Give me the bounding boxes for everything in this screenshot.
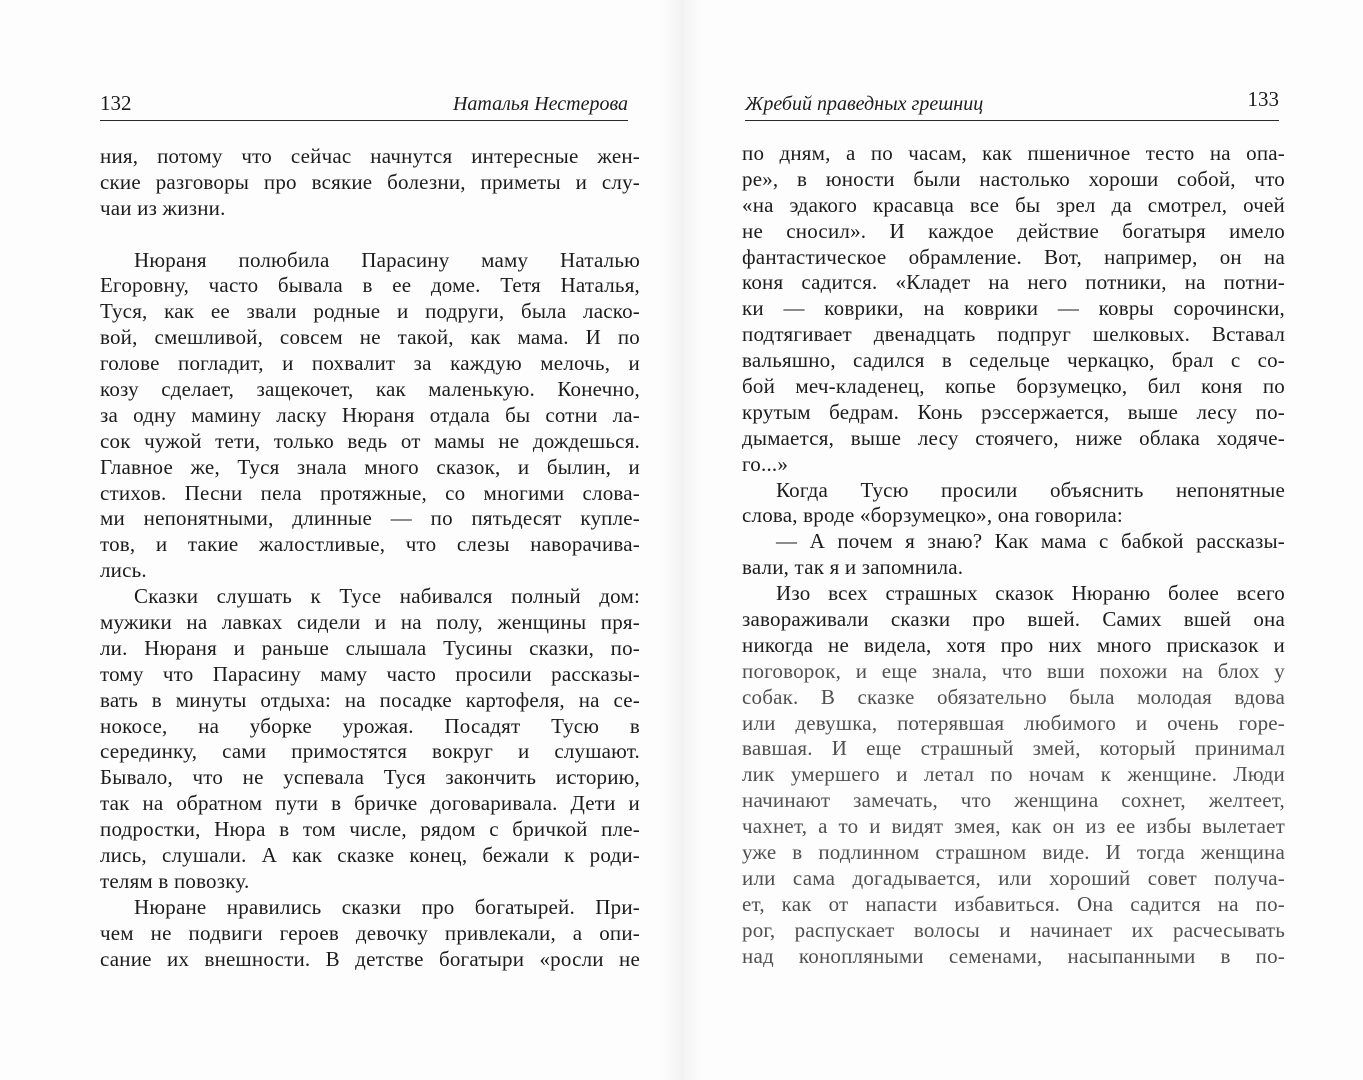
- book-gutter-shadow: [660, 0, 704, 1080]
- text-line: завораживали сказки про вшей. Самих вшей она: [742, 607, 1285, 632]
- text-line: Нюране нравились сказки про богатырей. При-: [134, 894, 640, 919]
- text-line: вавшая. И еще страшный змей, который принимал: [742, 736, 1285, 761]
- text-line: Нюраня полюбила Парасину маму Наталью: [134, 247, 640, 272]
- text-line: ния, потому что сейчас начнутся интересные жен-: [100, 144, 640, 168]
- text-line: ские разговоры про всякие болезни, приметы и слу-: [100, 169, 640, 194]
- text-line: голове погладит, и похвалит за каждую мелочь, и: [100, 351, 640, 376]
- text-line: никогда не видела, хотя про них много присказок и: [742, 632, 1285, 657]
- text-line: или девушка, потерявшая любимого и очень горе-: [742, 710, 1285, 735]
- right-page-header: [745, 86, 1279, 121]
- text-line: ки — коврики, на коврики — ковры сорочински,: [742, 296, 1285, 321]
- text-line: Сказки слушать к Тусе набивался полный дом:: [134, 584, 640, 609]
- text-line: вальяшно, садился в седельце черкацко, брал с со-: [742, 348, 1285, 373]
- text-line: за одну мамину ласку Нюраня отдала бы сотни ла-: [100, 402, 640, 427]
- text-line: вой, смешливой, совсем не такой, как мама. И по: [100, 325, 640, 350]
- text-line: лись, слушали. А как сказке конец, бежали к роди-: [100, 843, 640, 868]
- text-line: телям в повозку.: [100, 868, 250, 893]
- text-line: начинают замечать, что женщина сохнет, желтеет,: [742, 788, 1285, 813]
- text-line: не сносил». И каждое действие богатыря имело: [742, 218, 1285, 243]
- text-line: «на эдакого красавца все бы зрел да смотрел, очей: [742, 192, 1285, 217]
- text-line: крутым бедрам. Конь рэссержается, выше лесу по-: [742, 399, 1285, 424]
- text-line: рог, распускает волосы и начинает их расчесывать: [742, 917, 1285, 942]
- text-line: уже в подлинном страшном виде. И тогда женщина: [742, 840, 1285, 865]
- text-line: козу сделает, защекочет, как маленькую. Конечно,: [100, 377, 640, 402]
- text-line: го...»: [742, 451, 789, 476]
- text-line: над конопляными семенами, насыпанными в по-: [742, 943, 1285, 968]
- text-line: сание их внешности. В детстве богатыри «росли не: [100, 946, 640, 971]
- text-line: подростки, Нюра в том числе, рядом с бричкой пле-: [100, 817, 640, 842]
- text-line: серединку, сами примостятся вокруг и слушают.: [100, 739, 640, 764]
- text-line: ет, как от напасти избавиться. Она садится на по-: [742, 891, 1285, 916]
- left-running-title: Наталья Нестерова: [452, 93, 628, 115]
- text-line: слова, вроде «борзумецко», она говорила:: [742, 503, 1123, 528]
- text-line: тов, и такие жалостливые, что слезы наворачива-: [100, 532, 640, 557]
- text-line: вали, так я и запомнила.: [742, 555, 964, 580]
- text-line: лись.: [100, 558, 147, 583]
- text-line: — А почем я знаю? Как мама с бабкой рассказы-: [776, 529, 1285, 554]
- text-line: Бывало, что не успевала Туся закончить историю,: [100, 765, 640, 790]
- left-page: [0, 0, 681, 1080]
- text-line: нокосе, на уборке урожая. Посадят Тусю в: [100, 713, 640, 738]
- text-line: дымается, выше лесу стоячего, ниже облака ходяче-: [742, 425, 1285, 450]
- text-line: по дням, а по часам, как пшеничное тесто на опа-: [742, 141, 1285, 165]
- left-page-number: 132: [100, 91, 132, 115]
- text-line: чем не подвиги героев девочку привлекали, а опи-: [100, 920, 640, 945]
- right-page-body-text: [742, 141, 1285, 970]
- text-line: или сама догадывается, или хороший совет получа-: [742, 865, 1285, 890]
- text-line: так на обратном пути в бричке договаривала. Дети и: [100, 791, 640, 816]
- text-line: Когда Тусю просили объяснить непонятные: [776, 477, 1285, 502]
- text-line: Туся, как ее звали родные и подруги, была ласко-: [100, 299, 640, 324]
- text-line: чаи из жизни.: [100, 195, 226, 220]
- text-line: ре», в юности были настолько хороши собой, что: [742, 166, 1285, 191]
- text-line: собак. В сказке обязательно была молодая вдова: [742, 684, 1285, 709]
- left-page-header: [100, 86, 628, 121]
- text-line: подтягивает двенадцать подпруг шелковых. Вставал: [742, 322, 1285, 347]
- text-line: Егоровну, часто бывала в ее доме. Тетя Наталья,: [100, 273, 640, 298]
- text-line: сок чужой тети, только ведь от мамы не дождешься.: [100, 428, 640, 453]
- text-line: вать в минуты отдыха: на посадке картофеля, на се-: [100, 687, 640, 712]
- left-page-body-text: [100, 144, 640, 973]
- text-line: мужики на лавках сидели и на полу, женщины пря-: [100, 610, 640, 635]
- text-line: ли. Нюраня и раньше слышала Тусины сказки, по-: [100, 635, 640, 660]
- paragraph-gap: [100, 222, 640, 248]
- text-line: бой меч-кладенец, копье борзумецко, бил коня по: [742, 374, 1285, 399]
- text-line: Изо всех страшных сказок Нюраню более всего: [776, 581, 1285, 606]
- text-line: поговорок, и еще знала, что вши похожи на блох у: [742, 658, 1285, 683]
- right-running-title: Жребий праведных грешниц: [745, 93, 984, 115]
- text-line: фантастическое обрамление. Вот, например, он на: [742, 244, 1285, 269]
- text-line: стихов. Песни пела протяжные, со многими слова-: [100, 480, 640, 505]
- text-line: чахнет, а то и видят змея, как он из ее избы вылетает: [742, 814, 1285, 839]
- right-page-number: 133: [1247, 87, 1279, 111]
- right-page: [681, 0, 1363, 1080]
- text-line: Главное же, Туся знала много сказок, и былин, и: [100, 454, 640, 479]
- text-line: коня садится. «Кладет на него потники, на потни-: [742, 270, 1285, 295]
- text-line: ми непонятными, длинные — по пятьдесят куплe-: [100, 506, 640, 531]
- text-line: тому что Парасину маму часто просили рассказы-: [100, 661, 640, 686]
- text-line: лик умершего и летал по ночам к женщине. Люди: [742, 762, 1285, 787]
